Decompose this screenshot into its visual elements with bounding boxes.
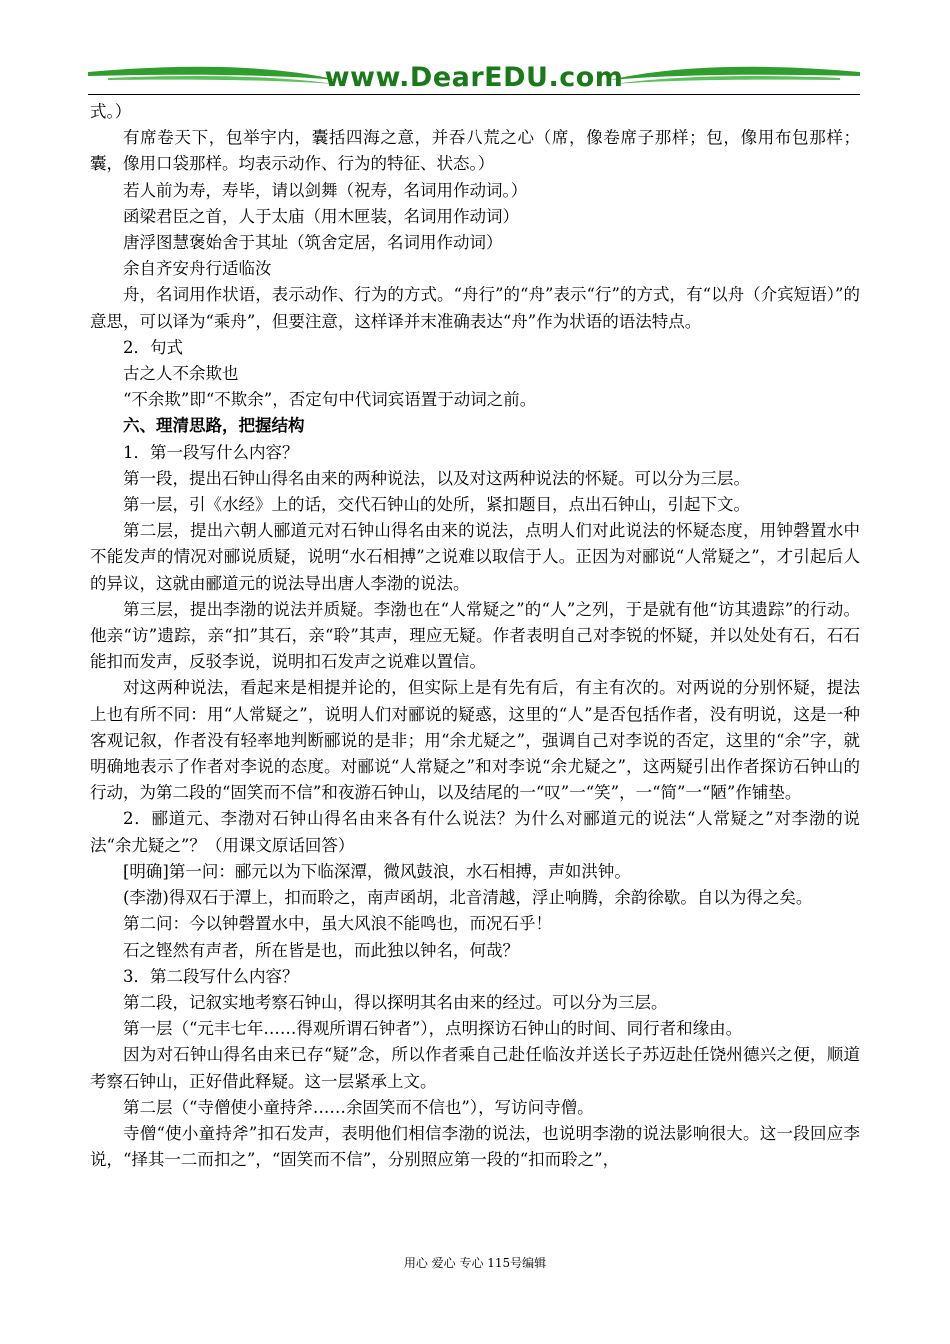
paragraph: 第一段，提出石钟山得名由来的两种说法，以及对这两种说法的怀疑。可以分为三层。 — [123, 468, 750, 488]
document-body — [90, 99, 860, 1173]
paragraph: “不余欺”即“不欺余”，否定句中代词宾语置于动词之前。 — [123, 390, 537, 410]
header-divider — [88, 94, 860, 95]
paragraph: 函梁君臣之首，人于太庙（用木匣装，名词用作动词） — [123, 206, 519, 226]
paragraph: 寺僧“使小童持斧”扣石发声，表明他们相信李渤的说法，也说明李渤的说法影响很大。这一段回应李说，“择其一二而扣之”，“固笑而不信”，分别照应第一段的“扣而聆之”， — [90, 1123, 860, 1170]
paragraph: 舟，名词用作状语，表示动作、行为的方式。“舟行”的“舟”表示“行”的方式，有“以舟（介宾短语）”的意思，可以译为“乘舟”，但要注意，这样译并末准确表达“舟”作为状语的语法特点。 — [90, 285, 860, 331]
paragraph: 2．郦道元、李渤对石钟山得名由来各有什么说法？为什么对郦道元的说法“人常疑之”对李渤的说法“余尤疑之”？（用课文原话回答） — [90, 809, 860, 855]
paragraph: 石之铿然有声者，所在皆是也，而此独以钟名，何哉？ — [123, 940, 519, 960]
paragraph: 第二层（“寺僧使小童持斧……余固笑而不信也”），写访问寺僧。 — [123, 1097, 594, 1117]
paragraph: 第二层，提出六朝人郦道元对石钟山得名由来的说法，点明人们对此说法的怀疑态度，用钟磬置水中不能发声的情况对郦说质疑，说明“水石相搏”之说难以取信于人。正因为对郦说“人常疑之”，才引起后人的异议，这就由郦道元的说法导出唐人李渤的说法。 — [90, 521, 860, 593]
page-header — [88, 58, 860, 98]
paragraph: 余自齐安舟行适临汝 — [123, 259, 272, 279]
site-logo-text: www.DearEDU.com — [324, 62, 624, 93]
paragraph: (李渤)得双石于潭上，扣而聆之，南声函胡，北音清越，浮止响腾，余韵徐歇。自以为得之矣。 — [123, 888, 813, 908]
paragraph: 若人前为寿，寿毕，请以剑舞（祝寿，名词用作动词。） — [123, 180, 528, 200]
paragraph: 式。） — [90, 102, 132, 121]
section-heading: 六、理清思路，把握结构 — [123, 416, 305, 436]
paragraph: 1．第一段写什么内容？ — [123, 442, 299, 462]
paragraph: 第三层，提出李渤的说法并质疑。李渤也在“人常疑之”的“人”之列，于是就有他“访其遗踪”的行动。他亲“访”遗踪，亲“扣”其石，亲“聆”其声，理应无疑。作者表明自己对李锐的怀疑，并以处处有石，石石能扣而发声，反驳李说，说明扣石发声之说难以置信。 — [90, 599, 860, 672]
paragraph: 2．句式 — [123, 337, 183, 357]
paragraph: 古之人不余欺也 — [123, 364, 239, 384]
paragraph: [明确]第一问：郦元以为下临深潭，微风鼓浪，水石相搏，声如洪钟。 — [123, 861, 631, 881]
paragraph: 第二问：今以钟磬置水中，虽大风浪不能鸣也，而况石乎！ — [123, 914, 552, 934]
paragraph: 第一层，引《水经》上的话，交代石钟山的处所，紧扣题目，点出石钟山，引起下文。 — [123, 495, 750, 515]
paragraph: 第二段，记叙实地考察石钟山，得以探明其名由来的经过。可以分为三层。 — [123, 992, 668, 1012]
paragraph: 有席卷天下，包举宇内，囊括四海之意，并吞八荒之心（席，像卷席子那样；包，像用布包那样；囊，像用口袋那样。均表示动作、行为的特征、状态。） — [90, 128, 860, 174]
paragraph: 对这两种说法，看起来是相提并论的，但实际上是有先有后，有主有次的。对两说的分别怀疑，提法上也有所不同：用“人常疑之”，说明人们对郦说的疑惑，这里的“人”是否包括作者，没有明说，这是一种客观记叙，作者没有轻率地判断郦说的是非；用“余尤疑之”，强调自己对李说的否定，这里的“余”字，就明确地表示了作者对李说的态度。对郦说“人常疑之”和对李说“余尤疑之”，这两疑引出作者探访石钟山的行动，为第二段的“固笑而不信”和夜游石钟山，以及结尾的一“叹”一“笑”，一“简”一“陋”作铺垫。 — [90, 678, 860, 803]
paragraph: 3．第二段写什么内容？ — [123, 966, 299, 986]
paragraph: 唐浮图慧褒始舍于其址（筑舍定居，名词用作动词） — [123, 233, 503, 253]
page-footer: 用心 爱心 专心 115号编辑 — [403, 1256, 547, 1270]
paragraph: 第一层（“元丰七年……得观所谓石钟者”），点明探访石钟山的时间、同行者和缘由。 — [123, 1019, 743, 1039]
paragraph: 因为对石钟山得名由来已存“疑”念，所以作者乘自己赴任临汝并送长子苏迈赴任饶州德兴之便，顺道考察石钟山，正好借此释疑。这一层紧承上文。 — [90, 1045, 860, 1091]
